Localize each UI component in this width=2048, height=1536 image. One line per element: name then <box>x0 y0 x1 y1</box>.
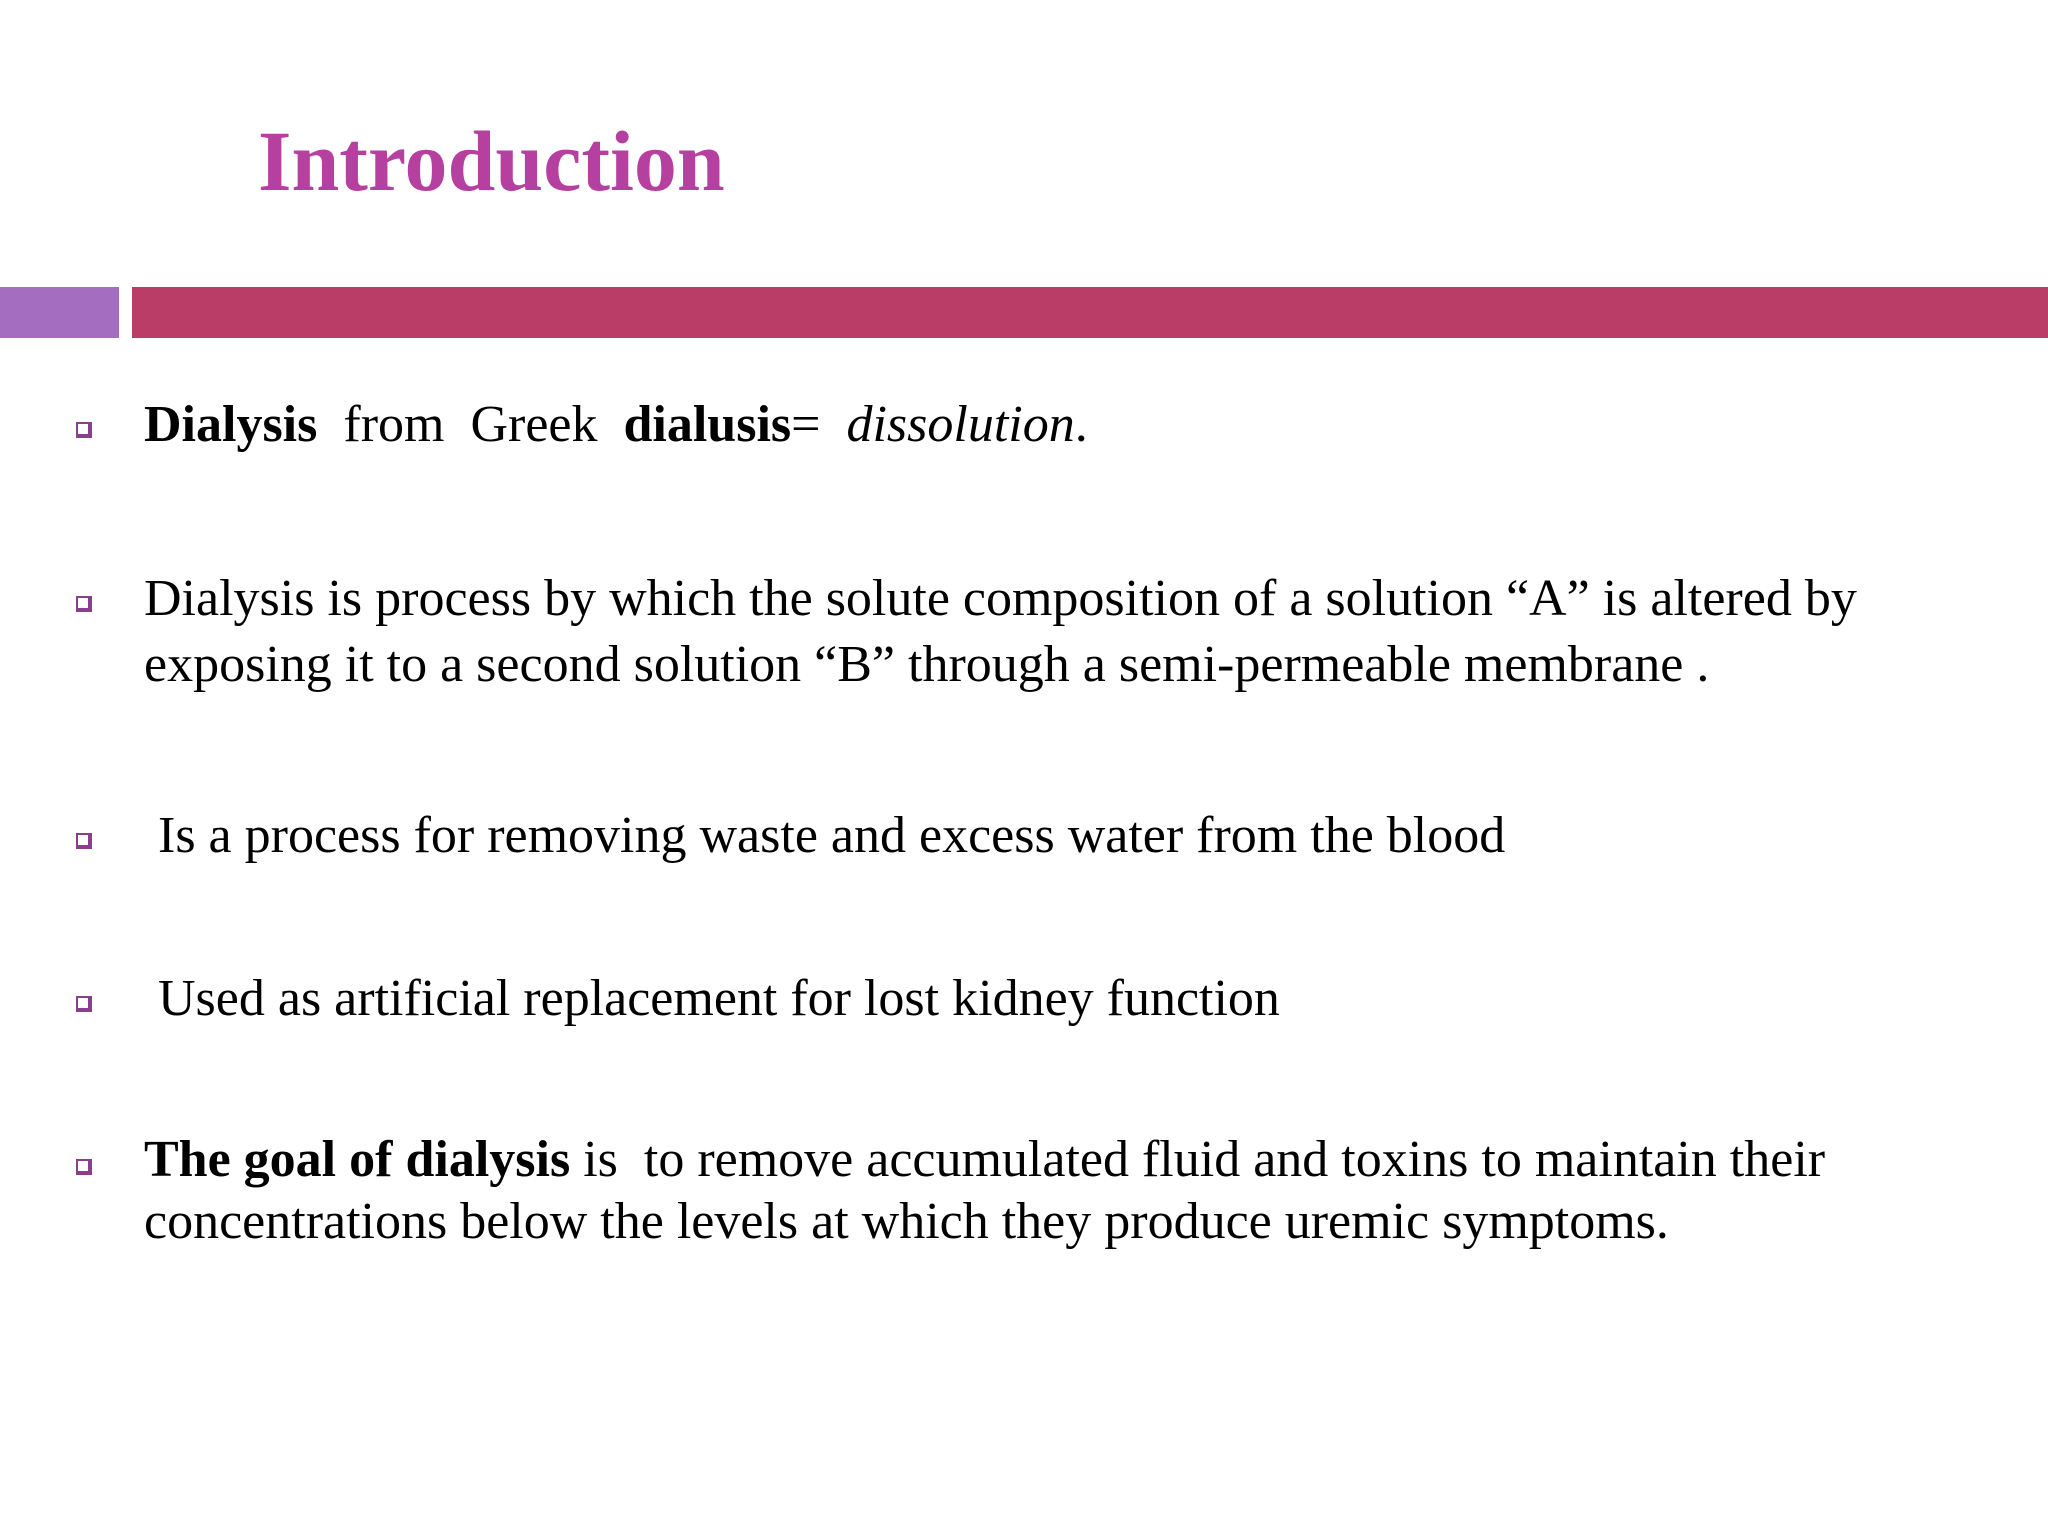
hollow-square-bullet-icon <box>76 596 92 612</box>
goal-of-dialysis-lead: The goal of dialysis <box>144 1131 571 1188</box>
hollow-square-bullet-icon <box>76 422 92 438</box>
hollow-square-bullet-icon <box>76 833 92 849</box>
term-dialysis: Dialysis <box>144 396 318 453</box>
header-band <box>132 287 2048 338</box>
bullet-text: Is a process for removing waste and excess water from the blood <box>158 807 1506 864</box>
hollow-square-bullet-icon <box>76 996 92 1012</box>
slide-title: Introduction <box>258 113 725 209</box>
bullet-text <box>144 1129 2024 1253</box>
bullet-line: Dialysis is process by which the solute composition of a solution “A” is altered by <box>144 570 1857 627</box>
bullet-line <box>144 1129 2024 1191</box>
from-greek-text: from Greek <box>343 396 598 453</box>
bullet-line-rest: is to remove accumulated fluid and toxins to maintain their <box>570 1131 1826 1188</box>
header-band-accent <box>0 287 119 338</box>
bullet-text <box>144 392 2024 458</box>
bullet-line: concentrations below the levels at which they produce uremic symptoms. <box>144 1193 1669 1250</box>
bullet-line: exposing it to a second solution “B” through a semi-permeable membrane . <box>144 636 1710 693</box>
bullet-text: Used as artificial replacement for lost kidney function <box>158 970 1280 1027</box>
hollow-square-bullet-icon <box>76 1159 92 1175</box>
bullet-text <box>144 566 2024 698</box>
term-meaning: dissolution <box>846 396 1075 453</box>
equals-sign: = <box>791 396 821 453</box>
sentence-period: . <box>1074 396 1088 453</box>
term-dialusis: dialusis <box>623 396 792 453</box>
